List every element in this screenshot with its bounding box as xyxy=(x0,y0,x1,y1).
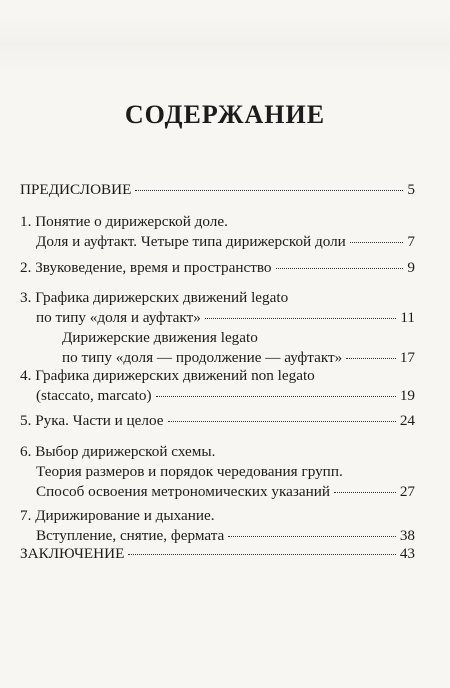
toc-entry-1[interactable] xyxy=(20,212,415,252)
dot-leader xyxy=(350,242,404,243)
toc-entry-title: 5. Рука. Части и целое xyxy=(20,412,164,429)
bleed-through-shade xyxy=(0,14,450,74)
toc-page-number: 5 xyxy=(407,181,415,198)
dot-leader xyxy=(168,421,396,422)
dot-leader xyxy=(205,318,397,319)
dot-leader xyxy=(276,268,404,269)
toc-entry-title: 3. Графика дирижерских движений legato xyxy=(20,289,289,306)
toc-entry-conclusion[interactable] xyxy=(20,544,415,564)
toc-page-number: 7 xyxy=(407,233,415,250)
toc-page-number: 9 xyxy=(407,259,415,276)
toc-entry-3-sub[interactable] xyxy=(20,328,415,368)
toc-entry-subtitle: по типу «доля — продолжение — ауфтакт» xyxy=(62,349,343,366)
toc-entry-title: Дирижерские движения legato xyxy=(62,329,258,346)
toc-entry-title: 2. Звуковедение, время и пространство xyxy=(20,259,272,276)
dot-leader xyxy=(334,492,396,493)
toc-page-number: 27 xyxy=(399,483,415,500)
toc-entry-6[interactable] xyxy=(20,442,415,502)
toc-page-number: 24 xyxy=(399,412,415,429)
page-title: СОДЕРЖАНИЕ xyxy=(124,100,326,129)
dot-leader xyxy=(156,396,396,397)
toc-entry-4[interactable] xyxy=(20,366,415,406)
toc-entry-title: ЗАКЛЮЧЕНИЕ xyxy=(20,545,125,562)
toc-entry-subtitle: по типу «доля и ауфтакт» xyxy=(36,309,201,326)
toc-page-number: 17 xyxy=(399,349,415,366)
toc-entry-title: 7. Дирижирование и дыхание. xyxy=(20,507,215,524)
dot-leader xyxy=(128,554,395,555)
toc-entry-subtitle: Вступление, снятие, фермата xyxy=(36,527,225,544)
toc-entry-3[interactable] xyxy=(20,288,415,328)
dot-leader xyxy=(228,536,396,537)
toc-entry-title: 1. Понятие о дирижерской доле. xyxy=(20,213,228,230)
toc-page-number: 38 xyxy=(399,527,415,544)
toc-entry-subtitle: Способ освоения метрономических указаний xyxy=(36,483,330,500)
toc-entry-subtitle: Теория размеров и порядок чередования групп. xyxy=(36,463,343,480)
toc-page-number: 11 xyxy=(400,309,415,326)
toc-entry-subtitle: (staccato, marcato) xyxy=(36,387,152,404)
toc-entry-7[interactable] xyxy=(20,506,415,546)
dot-leader xyxy=(135,190,403,191)
dot-leader xyxy=(346,358,396,359)
toc-entry-title: 6. Выбор дирижерской схемы. xyxy=(20,443,216,460)
toc-entry-preface[interactable] xyxy=(20,180,415,200)
toc-page-number: 43 xyxy=(399,545,415,562)
toc-entry-5[interactable] xyxy=(20,411,415,431)
toc-page-number: 19 xyxy=(399,387,415,404)
toc-entry-subtitle: Доля и ауфтакт. Четыре типа дирижерской доли xyxy=(36,233,346,250)
toc-entry-title: ПРЕДИСЛОВИЕ xyxy=(20,181,132,198)
toc-entry-2[interactable] xyxy=(20,258,415,278)
toc-entry-title: 4. Графика дирижерских движений non legato xyxy=(20,367,315,384)
